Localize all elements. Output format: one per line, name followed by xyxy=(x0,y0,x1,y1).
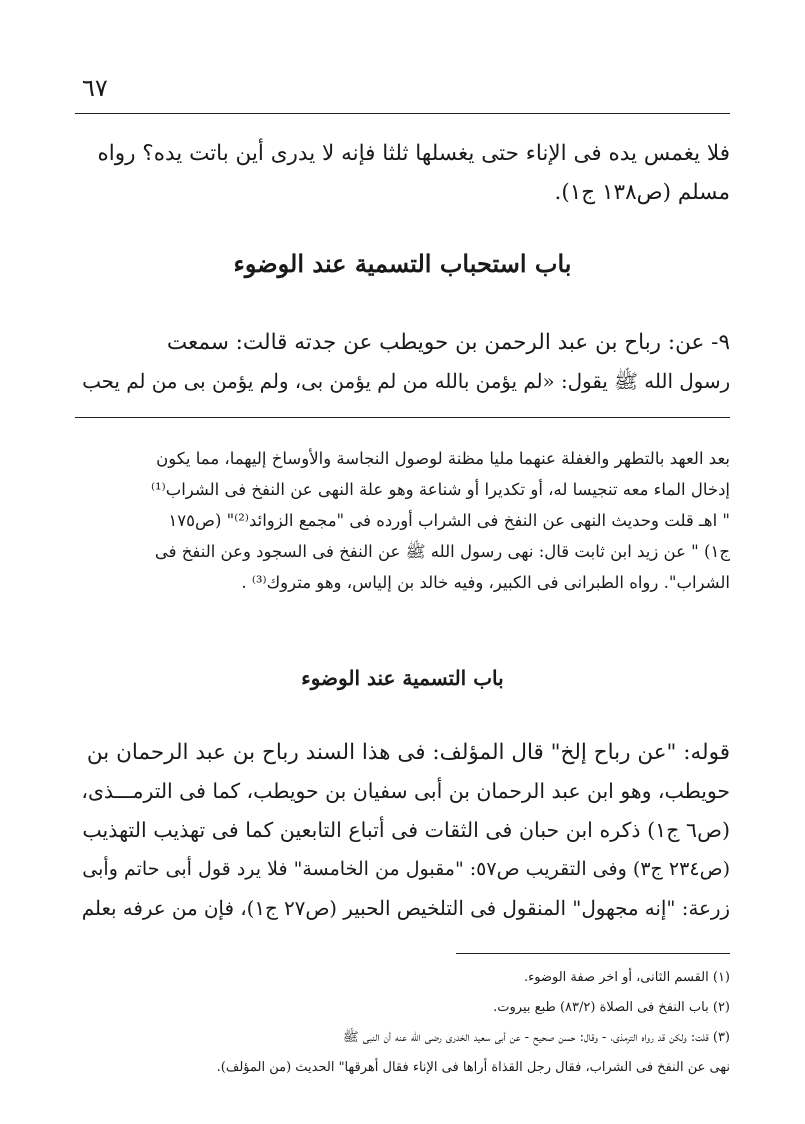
section-divider xyxy=(75,417,730,418)
explanation-line-5: زرعة: "إنه مجهول" المنقول فى التلخيص الحبير (ص٢٧ ج١)، فإن من عرفه بعلم xyxy=(81,897,730,920)
footnotes xyxy=(75,963,730,1083)
top-paragraph xyxy=(75,134,730,212)
commentary-line-1: بعد العهد بالتطهر والغفلة عنهما مليا مظنة لوصول النجاسة والأوساخ إليهما، مما يكون xyxy=(156,449,730,468)
explanation-line-4: (ص٢٣٤ ج٣) وفى التقريب ص٥٧: "مقبول من الخامسة" فلا يرد قول أبى حاتم وأبى xyxy=(82,858,730,880)
page-number: ٦٧ xyxy=(82,74,108,102)
explanation-paragraph xyxy=(75,733,730,928)
explanation-line-3: (ص٦ ج١) ذكره ابن حبان فى الثقات فى أتباع التابعين كما فى تهذيب التهذيب xyxy=(82,818,730,842)
header-rule xyxy=(75,113,730,114)
top-line-1: فلا يغمس يده فى الإناء حتى يغسلها ثلثا فإنه لا يدرى أين باتت يده؟ رواه xyxy=(97,141,730,166)
hadith-line-1: ٩- عن: رباح بن عبد الرحمن بن حويطب عن جدته قالت: سمعت xyxy=(166,330,730,355)
hadith-paragraph xyxy=(75,323,730,401)
chapter-heading-2: باب التسمية عند الوضوء xyxy=(301,666,504,690)
footnote-3: (٣) قلت: ولكن قد رواه الترمذى، - وقال: حسن صحيح - عن أبى سعيد الخدرى رضى الله عنه أن النبى ﷺ xyxy=(342,1030,730,1045)
explanation-line-2: حويطب، وهو ابن عبد الرحمان بن أبى سفيان بن حويطب، كما فى الترمـــذى، xyxy=(81,779,730,803)
chapter-heading-1: باب استحباب التسمية عند الوضوء xyxy=(233,249,572,278)
explanation-line-1: قوله: "عن رباح إلخ" قال المؤلف: فى هذا السند رباح بن عبد الرحمان بن xyxy=(86,740,730,765)
footnote-3-continued: نهى عن النفخ فى الشراب، فقال رجل القذاة أراها فى الإناء فقال أهرقها" الحديث (من المؤلف). xyxy=(216,1060,730,1075)
footnote-2: (٢) باب النفخ فى الصلاة (٨٣/٢) طبع بيروت. xyxy=(493,1000,730,1015)
commentary-paragraph xyxy=(75,443,730,598)
top-line-2: مسلم (ص١٣٨ ج١). xyxy=(554,180,730,205)
footnote-rule xyxy=(456,953,730,954)
commentary-line-5: الشراب". رواه الطبرانى فى الكبير، وفيه خالد بن إلياس، وهو متروك⁽³⁾ . xyxy=(241,573,730,592)
hadith-line-2: رسول الله ﷺ يقول: «لم يؤمن بالله من لم يؤمن بى، ولم يؤمن بى من لم يحب xyxy=(82,370,730,393)
footnote-1: (١) القسم الثانى، أو اخر صفة الوضوء. xyxy=(523,970,730,985)
commentary-line-3: " اهـ قلت وحديث النهى عن النفخ فى الشراب أورده فى "مجمع الزوائد⁽²⁾" (ص١٧٥ xyxy=(168,511,730,530)
commentary-line-4: ج١) " عن زيد ابن ثابت قال: نهى رسول الله ﷺ عن النفخ فى السجود وعن النفخ فى xyxy=(154,542,730,561)
commentary-line-2: إدخال الماء معه تنجيسا له، أو تكديرا أو شناعة وهو علة النهى عن النفخ فى الشراب⁽¹⁾ xyxy=(150,480,730,499)
